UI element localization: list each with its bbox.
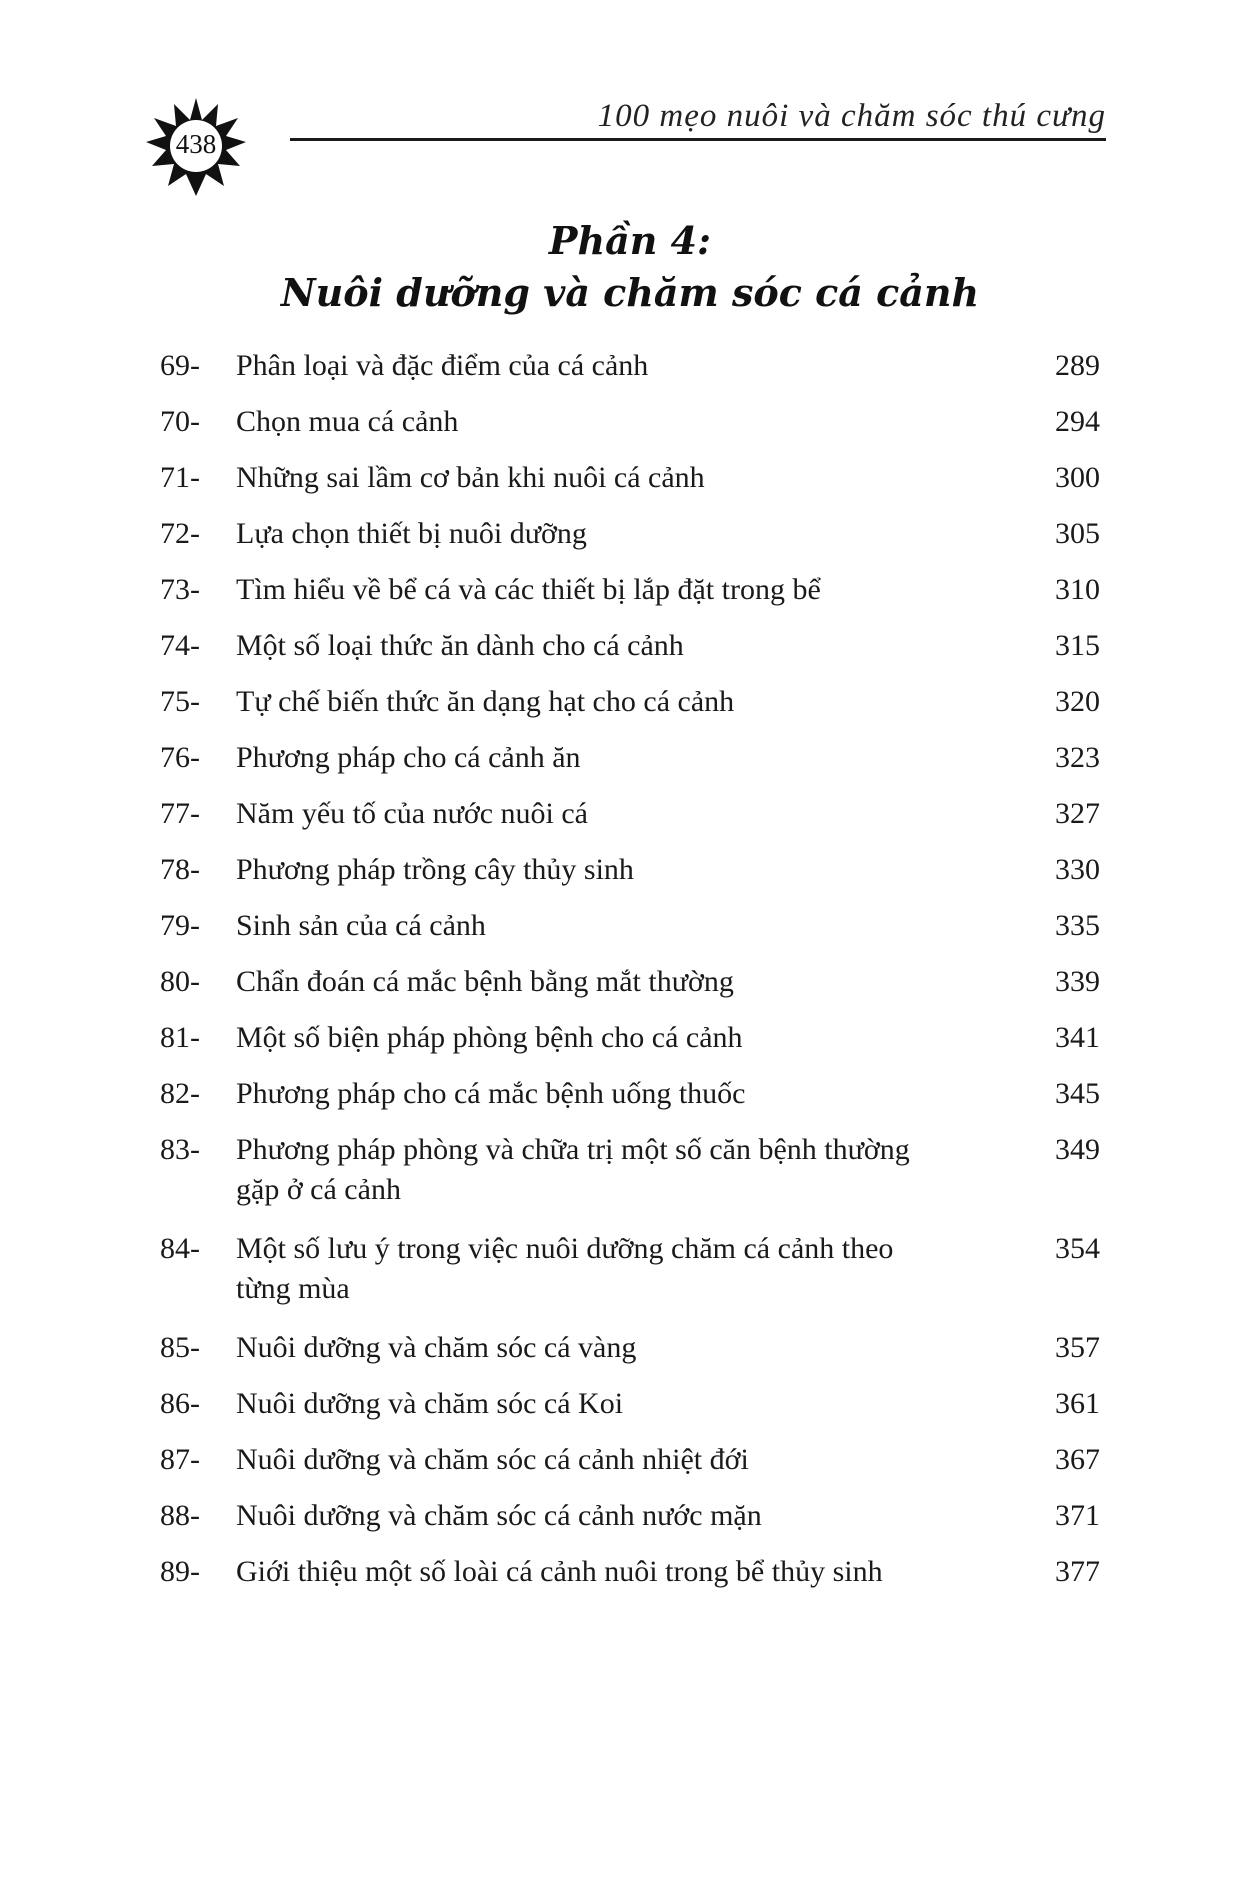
toc-entry-title: Nuôi dưỡng và chăm sóc cá vàng — [236, 1331, 637, 1364]
toc-entry-page: 341 — [1055, 1021, 1100, 1054]
toc-entry-number: 75- — [160, 685, 200, 718]
section-title: Nuôi dưỡng và chăm sóc cá cảnh — [280, 270, 980, 315]
toc-entry-page: 289 — [1055, 349, 1100, 382]
toc-entry-number: 86- — [160, 1387, 200, 1420]
toc-entry-title: Lựa chọn thiết bị nuôi dưỡng — [236, 517, 587, 550]
toc-entry — [160, 1376, 1100, 1432]
toc-entry-title: Một số lưu ý trong việc nuôi dưỡng chăm cá cảnh theo từng mùa — [236, 1232, 894, 1305]
toc-entry — [160, 1544, 1100, 1600]
toc-entry-number: 85- — [160, 1331, 200, 1364]
toc-entry-title: Giới thiệu một số loài cá cảnh nuôi trong bể thủy sinh — [236, 1555, 883, 1588]
toc-entry-page: 315 — [1055, 629, 1100, 662]
toc-entry-page: 294 — [1055, 405, 1100, 438]
toc-entry — [160, 506, 1100, 562]
toc-entry-number: 80- — [160, 965, 200, 998]
toc-entry-number: 87- — [160, 1443, 200, 1476]
toc-entry-page: 320 — [1055, 685, 1100, 718]
toc-entry-number: 71- — [160, 461, 200, 494]
page-number: 438 — [175, 129, 217, 159]
toc-entry-page: 310 — [1055, 573, 1100, 606]
toc-entry-page: 345 — [1055, 1077, 1100, 1110]
toc-entry-title: Chọn mua cá cảnh — [236, 405, 459, 438]
toc-entry-number: 70- — [160, 405, 200, 438]
toc-entry — [160, 562, 1100, 618]
page-number-badge — [146, 98, 246, 198]
toc-entry-page: 330 — [1055, 853, 1100, 886]
toc-entry — [160, 1488, 1100, 1544]
toc-entry-number: 89- — [160, 1555, 200, 1588]
toc-entry-title: Một số biện pháp phòng bệnh cho cá cảnh — [236, 1021, 743, 1054]
toc-entry — [160, 1221, 1100, 1320]
toc-entry — [160, 450, 1100, 506]
toc-entry-page: 354 — [1055, 1232, 1100, 1265]
toc-entry-number: 82- — [160, 1077, 200, 1110]
toc-entry-title: Chẩn đoán cá mắc bệnh bằng mắt thường — [236, 965, 734, 998]
toc-entry-page: 327 — [1055, 797, 1100, 830]
toc-entry — [160, 1432, 1100, 1488]
toc-entry-number: 83- — [160, 1133, 200, 1166]
toc-entry-number: 69- — [160, 349, 200, 382]
toc-entry — [160, 842, 1100, 898]
toc-entry-number: 88- — [160, 1499, 200, 1532]
toc-entry-number: 84- — [160, 1232, 200, 1265]
toc-entry-title: Phương pháp phòng và chữa trị một số căn bệnh thường gặp ở cá cảnh — [236, 1133, 910, 1206]
toc-entry — [160, 1010, 1100, 1066]
toc-entry-page: 305 — [1055, 517, 1100, 550]
toc-entry — [160, 1320, 1100, 1376]
toc-entry-title: Một số loại thức ăn dành cho cá cảnh — [236, 629, 684, 662]
toc-entry — [160, 394, 1100, 450]
toc-entry-number: 81- — [160, 1021, 200, 1054]
toc-entry-title: Tự chế biến thức ăn dạng hạt cho cá cảnh — [236, 685, 735, 718]
header-rule — [290, 138, 1106, 141]
toc-entry — [160, 898, 1100, 954]
running-title: 100 mẹo nuôi và chăm sóc thú cưng — [597, 98, 1106, 134]
toc-entry-page: 361 — [1055, 1387, 1100, 1420]
toc-entry-number: 73- — [160, 573, 200, 606]
toc-entry-title: Nuôi dưỡng và chăm sóc cá cảnh nước mặn — [236, 1499, 762, 1532]
toc-entry-title: Nuôi dưỡng và chăm sóc cá Koi — [236, 1387, 624, 1420]
toc-entry-title: Tìm hiểu về bể cá và các thiết bị lắp đặt trong bể — [236, 573, 821, 606]
toc-entry-number: 78- — [160, 853, 200, 886]
table-of-contents — [160, 338, 1100, 1600]
page-header — [0, 0, 1260, 180]
toc-entry-number: 77- — [160, 797, 200, 830]
toc-entry — [160, 1122, 1100, 1221]
toc-entry-title: Nuôi dưỡng và chăm sóc cá cảnh nhiệt đới — [236, 1443, 749, 1476]
toc-entry-title: Năm yếu tố của nước nuôi cá — [236, 797, 589, 830]
toc-entry — [160, 730, 1100, 786]
toc-entry-number: 74- — [160, 629, 200, 662]
toc-entry-page: 300 — [1055, 461, 1100, 494]
toc-entry-title: Phương pháp trồng cây thủy sinh — [236, 853, 634, 886]
toc-entry-title: Sinh sản của cá cảnh — [236, 909, 486, 942]
toc-entry-page: 323 — [1055, 741, 1100, 774]
toc-entry-page: 335 — [1055, 909, 1100, 942]
toc-entry-title: Phương pháp cho cá cảnh ăn — [236, 741, 581, 774]
toc-entry-number: 72- — [160, 517, 200, 550]
toc-entry-page: 367 — [1055, 1443, 1100, 1476]
toc-entry — [160, 674, 1100, 730]
section-label: Phần 4: — [548, 218, 712, 263]
toc-entry-number: 76- — [160, 741, 200, 774]
toc-entry — [160, 786, 1100, 842]
toc-entry-page: 357 — [1055, 1331, 1100, 1364]
toc-entry-page: 349 — [1055, 1133, 1100, 1166]
toc-entry-title: Phương pháp cho cá mắc bệnh uống thuốc — [236, 1077, 746, 1110]
toc-entry — [160, 618, 1100, 674]
toc-entry — [160, 954, 1100, 1010]
toc-entry-page: 377 — [1055, 1555, 1100, 1588]
toc-entry-number: 79- — [160, 909, 200, 942]
toc-entry-title: Những sai lầm cơ bản khi nuôi cá cảnh — [236, 461, 705, 494]
toc-entry — [160, 1066, 1100, 1122]
toc-entry-page: 371 — [1055, 1499, 1100, 1532]
toc-entry — [160, 338, 1100, 394]
toc-entry-page: 339 — [1055, 965, 1100, 998]
toc-entry-title: Phân loại và đặc điểm của cá cảnh — [236, 349, 649, 382]
